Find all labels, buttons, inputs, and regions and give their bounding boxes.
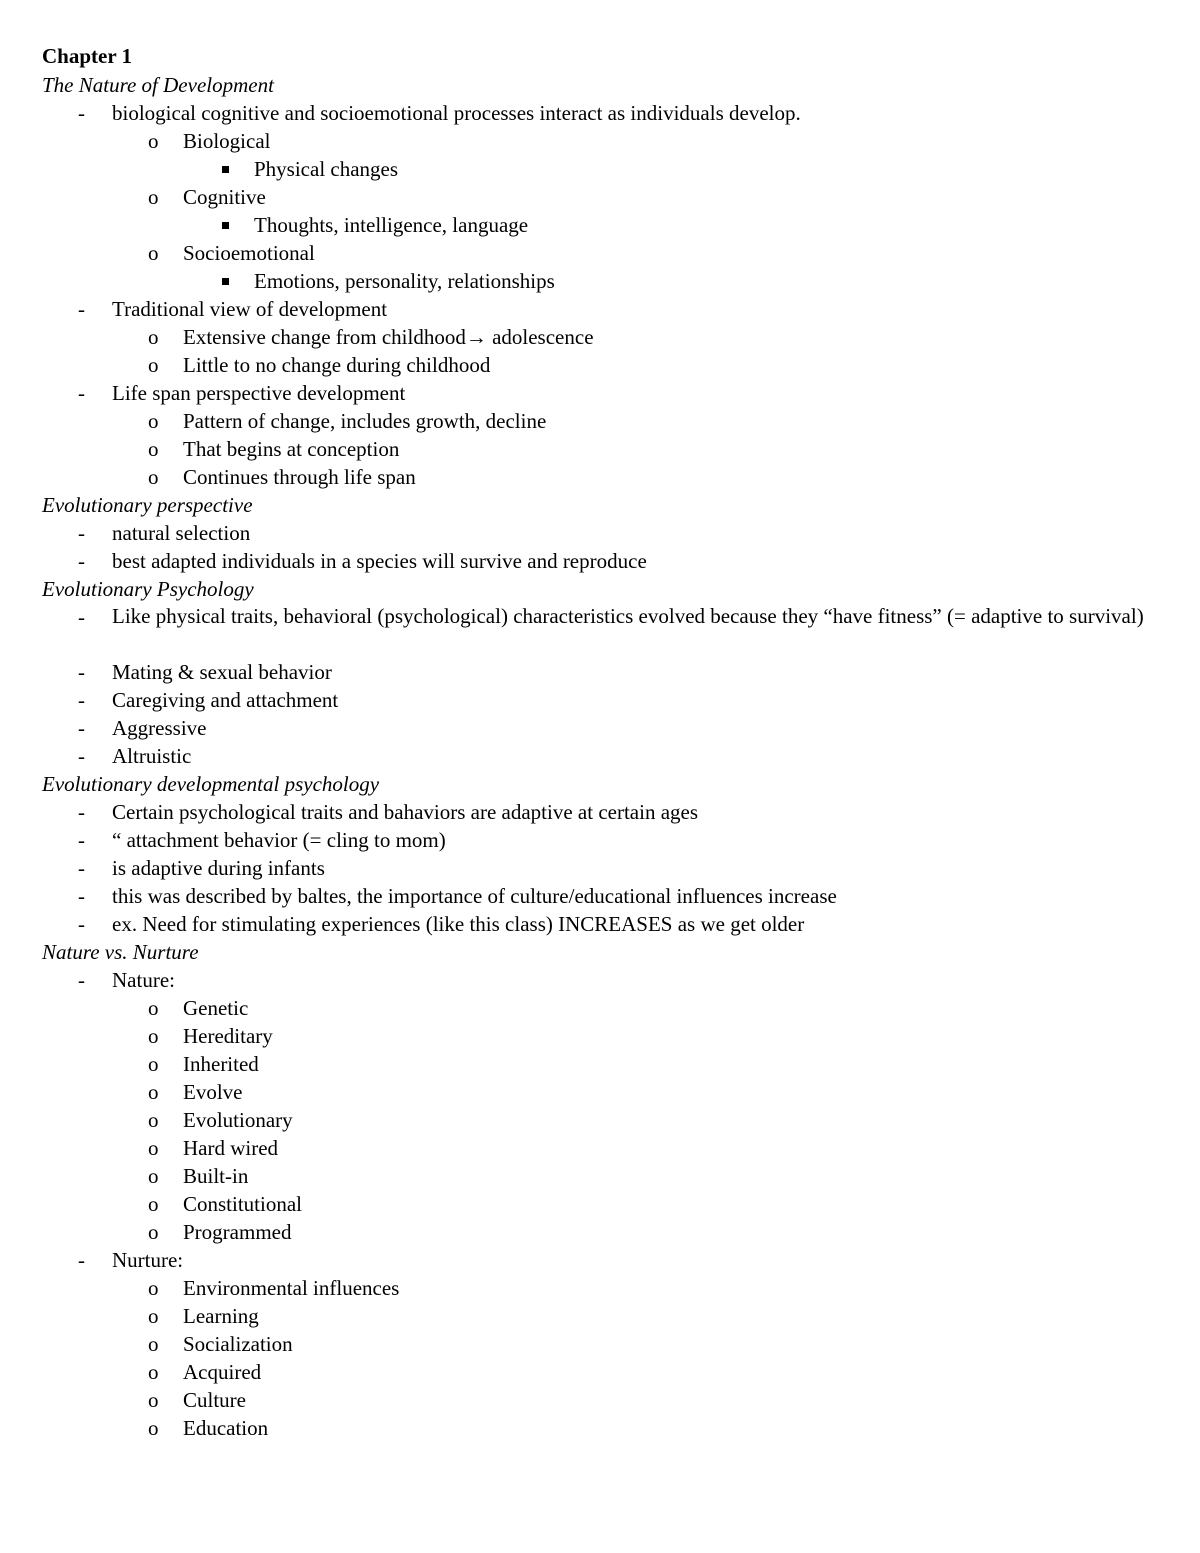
circle-bullet: o: [148, 1304, 159, 1328]
list-item: [42, 1414, 1167, 1442]
section-heading: Nature vs. Nurture: [42, 940, 199, 964]
list-item: [42, 99, 1167, 127]
square-bullet-icon: [222, 166, 229, 173]
list-item: [42, 1218, 1167, 1246]
list-item-text: Hereditary: [183, 1024, 273, 1048]
dash-bullet: -: [78, 605, 85, 629]
list-item: [42, 1274, 1167, 1302]
list-item-text: Altruistic: [112, 744, 192, 768]
section-heading: Evolutionary developmental psychology: [42, 772, 380, 796]
list-item-text: “ attachment behavior (= cling to mom): [112, 828, 446, 852]
circle-bullet: o: [148, 1024, 159, 1048]
list-item-text: Continues through life span: [183, 465, 416, 489]
list-item-text: natural selection: [112, 521, 251, 545]
list-item-text: Cognitive: [183, 185, 266, 209]
list-item-text: this was described by baltes, the importance of culture/educational influences increase: [112, 884, 837, 908]
list-item-text: Environmental influences: [183, 1276, 400, 1300]
list-item-text: Acquired: [183, 1360, 262, 1384]
list-item-text: ex. Need for stimulating experiences (like this class) INCREASES as we get older: [112, 912, 805, 936]
circle-bullet: o: [148, 996, 159, 1020]
list-item-text: Learning: [183, 1304, 259, 1328]
list-item: [42, 1246, 1167, 1274]
dash-bullet: -: [78, 381, 85, 405]
list-item-text: best adapted individuals in a species will survive and reproduce: [112, 549, 647, 573]
list-item: [42, 519, 1167, 547]
list-item-text: Evolutionary: [183, 1108, 293, 1132]
list-item: [42, 1190, 1167, 1218]
list-item: [42, 1106, 1167, 1134]
circle-bullet: o: [148, 1052, 159, 1076]
circle-bullet: o: [148, 1388, 159, 1412]
circle-bullet: o: [148, 465, 159, 489]
list-item: [42, 1162, 1167, 1190]
list-item: [42, 742, 1167, 770]
chapter-title: Chapter 1: [42, 44, 133, 68]
list-item-text: Aggressive: [112, 716, 207, 740]
circle-bullet: o: [148, 1220, 159, 1244]
list-item-text: Education: [183, 1416, 269, 1440]
list-item: [42, 1134, 1167, 1162]
dash-bullet: -: [78, 688, 85, 712]
list-item-text: Mating & sexual behavior: [112, 660, 332, 684]
list-item: [42, 798, 1167, 826]
circle-bullet: o: [148, 353, 159, 377]
list-item-text: Pattern of change, includes growth, decline: [183, 409, 547, 433]
circle-bullet: o: [148, 1080, 159, 1104]
list-item: [42, 1330, 1167, 1358]
list-item-text: Emotions, personality, relationships: [254, 269, 555, 293]
list-item: [42, 127, 1167, 155]
circle-bullet: o: [148, 241, 159, 265]
list-item: [42, 211, 1167, 239]
list-item-text: Genetic: [183, 996, 249, 1020]
list-item-text: Culture: [183, 1388, 246, 1412]
circle-bullet: o: [148, 1416, 159, 1440]
square-bullet-icon: [222, 278, 229, 285]
list-item-text: Physical changes: [254, 157, 399, 181]
circle-bullet: o: [148, 1164, 159, 1188]
list-item: [42, 1022, 1167, 1050]
list-item: [42, 547, 1167, 575]
section-heading: Evolutionary perspective: [42, 493, 253, 517]
dash-bullet: -: [78, 744, 85, 768]
dash-bullet: -: [78, 521, 85, 545]
list-item: [42, 910, 1167, 938]
list-item: [42, 295, 1167, 323]
circle-bullet: o: [148, 1192, 159, 1216]
list-item: [42, 603, 1167, 658]
list-item: [42, 323, 1167, 351]
list-item: [42, 407, 1167, 435]
list-item: [42, 854, 1167, 882]
circle-bullet: o: [148, 129, 159, 153]
circle-bullet: o: [148, 325, 159, 349]
list-item-text: Thoughts, intelligence, language: [254, 213, 529, 237]
dash-bullet: -: [78, 828, 85, 852]
list-item: [42, 239, 1167, 267]
list-item: [42, 267, 1167, 295]
list-item-text: Caregiving and attachment: [112, 688, 339, 712]
list-item: [42, 994, 1167, 1022]
dash-bullet: -: [78, 297, 85, 321]
dash-bullet: -: [78, 912, 85, 936]
dash-bullet: -: [78, 1248, 85, 1272]
list-item-text: Constitutional: [183, 1192, 303, 1216]
circle-bullet: o: [148, 1136, 159, 1160]
list-item: [42, 658, 1167, 686]
list-item: [42, 1386, 1167, 1414]
dash-bullet: -: [78, 660, 85, 684]
list-item: [42, 379, 1167, 407]
list-item: [42, 351, 1167, 379]
dash-bullet: -: [78, 800, 85, 824]
list-item: [42, 1050, 1167, 1078]
list-item-text: Nature:: [112, 968, 175, 992]
list-item: [42, 686, 1167, 714]
list-item: [42, 1358, 1167, 1386]
section-heading: Evolutionary Psychology: [42, 577, 254, 601]
list-item-text: Little to no change during childhood: [183, 353, 491, 377]
list-item: [42, 1078, 1167, 1106]
circle-bullet: o: [148, 437, 159, 461]
list-item: [42, 882, 1167, 910]
list-item-text: Certain psychological traits and bahaviors are adaptive at certain ages: [112, 800, 699, 824]
list-item-text: Built-in: [183, 1164, 249, 1188]
circle-bullet: o: [148, 1332, 159, 1356]
list-item: [42, 826, 1167, 854]
list-item-text: Socioemotional: [183, 241, 315, 265]
list-item-text: Nurture:: [112, 1248, 184, 1272]
list-item-text: Socialization: [183, 1332, 293, 1356]
list-item: [42, 183, 1167, 211]
dash-bullet: -: [78, 101, 85, 125]
section-heading: The Nature of Development: [42, 73, 274, 97]
circle-bullet: o: [148, 409, 159, 433]
circle-bullet: o: [148, 1276, 159, 1300]
list-item-text: Extensive change from childhood→ adolescence: [183, 325, 594, 349]
list-item: [42, 1302, 1167, 1330]
square-bullet-icon: [222, 222, 229, 229]
circle-bullet: o: [148, 1360, 159, 1384]
list-item-text: Inherited: [183, 1052, 259, 1076]
list-item: [42, 435, 1167, 463]
list-item-text: biological cognitive and socioemotional processes interact as individuals develop.: [112, 101, 801, 125]
dash-bullet: -: [78, 549, 85, 573]
dash-bullet: -: [78, 968, 85, 992]
list-item-text: Biological: [183, 129, 271, 153]
list-item-text: Evolve: [183, 1080, 243, 1104]
document-page: [42, 41, 1167, 1442]
list-item-text: Hard wired: [183, 1136, 279, 1160]
dash-bullet: -: [78, 884, 85, 908]
list-item: [42, 155, 1167, 183]
list-item-text: Like physical traits, behavioral (psychological) characteristics evolved because they “have fitness” (= adaptive to survival): [112, 604, 1144, 628]
list-item-text: That begins at conception: [183, 437, 400, 461]
dash-bullet: -: [78, 856, 85, 880]
dash-bullet: -: [78, 716, 85, 740]
list-item: [42, 966, 1167, 994]
list-item-text: is adaptive during infants: [112, 856, 325, 880]
circle-bullet: o: [148, 185, 159, 209]
list-item: [42, 714, 1167, 742]
list-item-text: Programmed: [183, 1220, 292, 1244]
circle-bullet: o: [148, 1108, 159, 1132]
list-item-text: Traditional view of development: [112, 297, 388, 321]
list-item-text: Life span perspective development: [112, 381, 406, 405]
list-item: [42, 463, 1167, 491]
